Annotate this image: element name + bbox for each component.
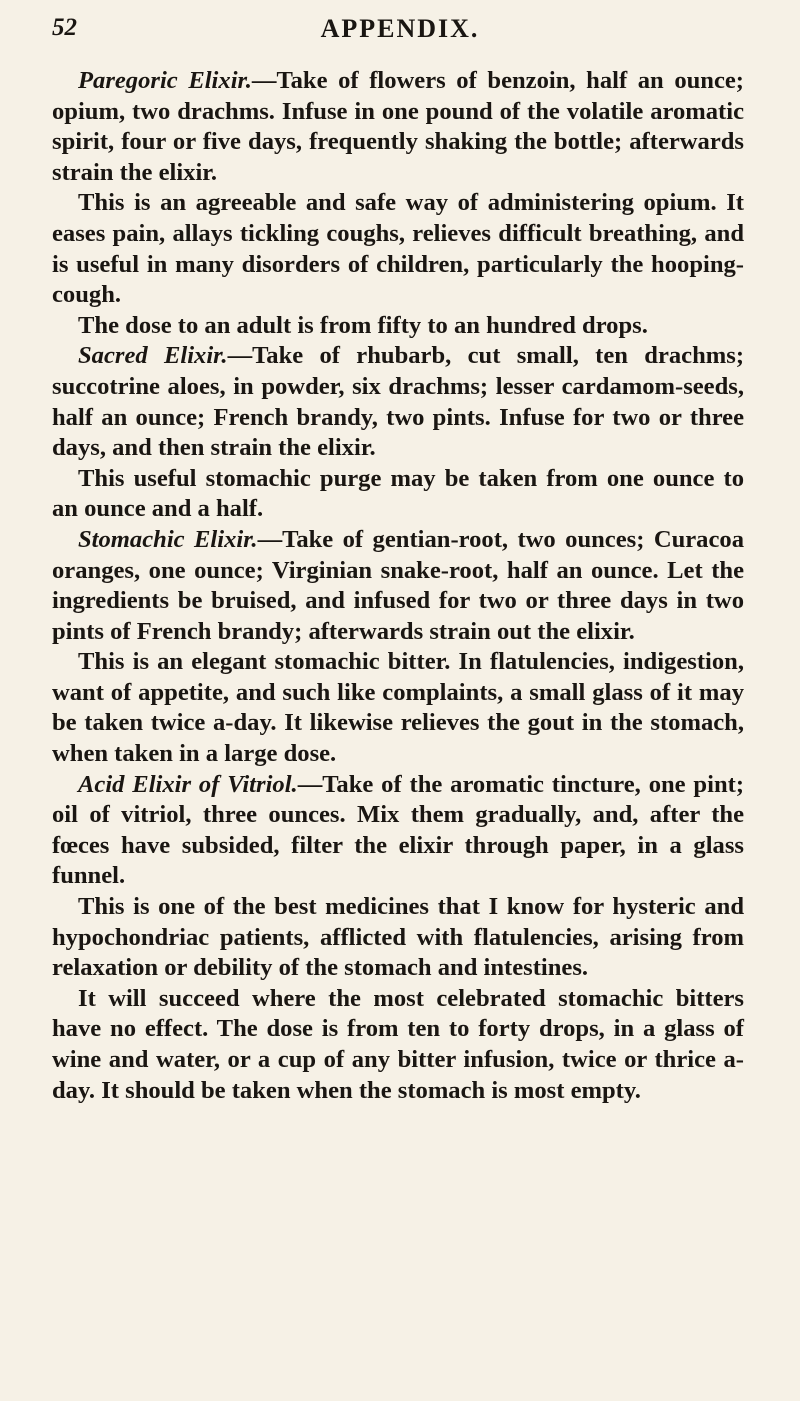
paragraph	[52, 311, 744, 342]
paragraph	[52, 66, 744, 188]
paragraph-text: —Take of flowers of benzoin, half an ounce; opium, two drachms. Infuse in one pound of the volatile aromatic spirit, four or five days, frequently shaking the bottle; afterwards strain the elixir.	[52, 67, 744, 186]
paragraph	[52, 647, 744, 769]
paragraph	[52, 984, 744, 1106]
paragraph-text: —Take of the aromatic tincture, one pint; oil of vitriol, three ounces. Mix them gradually, and, after the fœces have subsided, filter the elixir through paper, in a glass funnel.	[52, 770, 745, 890]
recipe-title: Acid Elixir of Vitriol.	[78, 770, 298, 798]
recipe-title: Stomachic Elixir.	[78, 525, 258, 553]
paragraph-text: The dose to an adult is from fifty to an hundred drops.	[78, 311, 648, 339]
paragraph	[52, 525, 744, 647]
paragraph	[52, 188, 744, 310]
running-head: APPENDIX.	[320, 14, 480, 43]
paragraph-text: This is one of the best medicines that I know for hysteric and hypochondriac patients, afflicted with flatulencies, arising from relaxation or debility of the stomach and intestines.	[52, 893, 744, 982]
page-number: 52	[52, 14, 77, 41]
recipe-title: Paregoric Elixir.	[78, 67, 252, 94]
recipe-title: Sacred Elixir.	[78, 342, 228, 370]
paragraph	[52, 341, 744, 463]
paragraph	[52, 770, 744, 892]
page-header	[52, 14, 748, 48]
paragraph-text: It will succeed where the most celebrated stomachic bitters have no effect. The dose is from ten to forty drops, in a glass of wine and water, or a cup of any bitter infusion, twice or thrice a-day. It should be taken when the stomach is most empty.	[52, 984, 744, 1104]
paragraph-text: —Take of gentian-root, two ounces; Curacoa oranges, one ounce; Virginian snake-root, half an ounce. Let the ingredients be bruised, and infused for two or three days in two pints of French brandy; afterwards strain out the elixir.	[52, 525, 744, 645]
page-body	[52, 66, 744, 1106]
paragraph-text: —Take of rhubarb, cut small, ten drachms; succotrine aloes, in powder, six drachms; lesser cardamom-seeds, half an ounce; French brandy, two pints. Infuse for two or three days, and then strain the elixir.	[52, 342, 745, 462]
paragraph-text: This is an agreeable and safe way of administering opium. It eases pain, allays tickling coughs, relieves difficult breathing, and is useful in many disorders of children, particularly the hooping-cough.	[52, 189, 744, 309]
paragraph	[52, 892, 744, 984]
paragraph-text: This useful stomachic purge may be taken from one ounce to an ounce and a half.	[52, 464, 744, 523]
paragraph	[52, 464, 744, 525]
paragraph-text: This is an elegant stomachic bitter. In flatulencies, indigestion, want of appetite, and such like complaints, a small glass of it may be taken twice a-day. It likewise relieves the gout in the stomach, when taken in a large dose.	[52, 648, 744, 768]
